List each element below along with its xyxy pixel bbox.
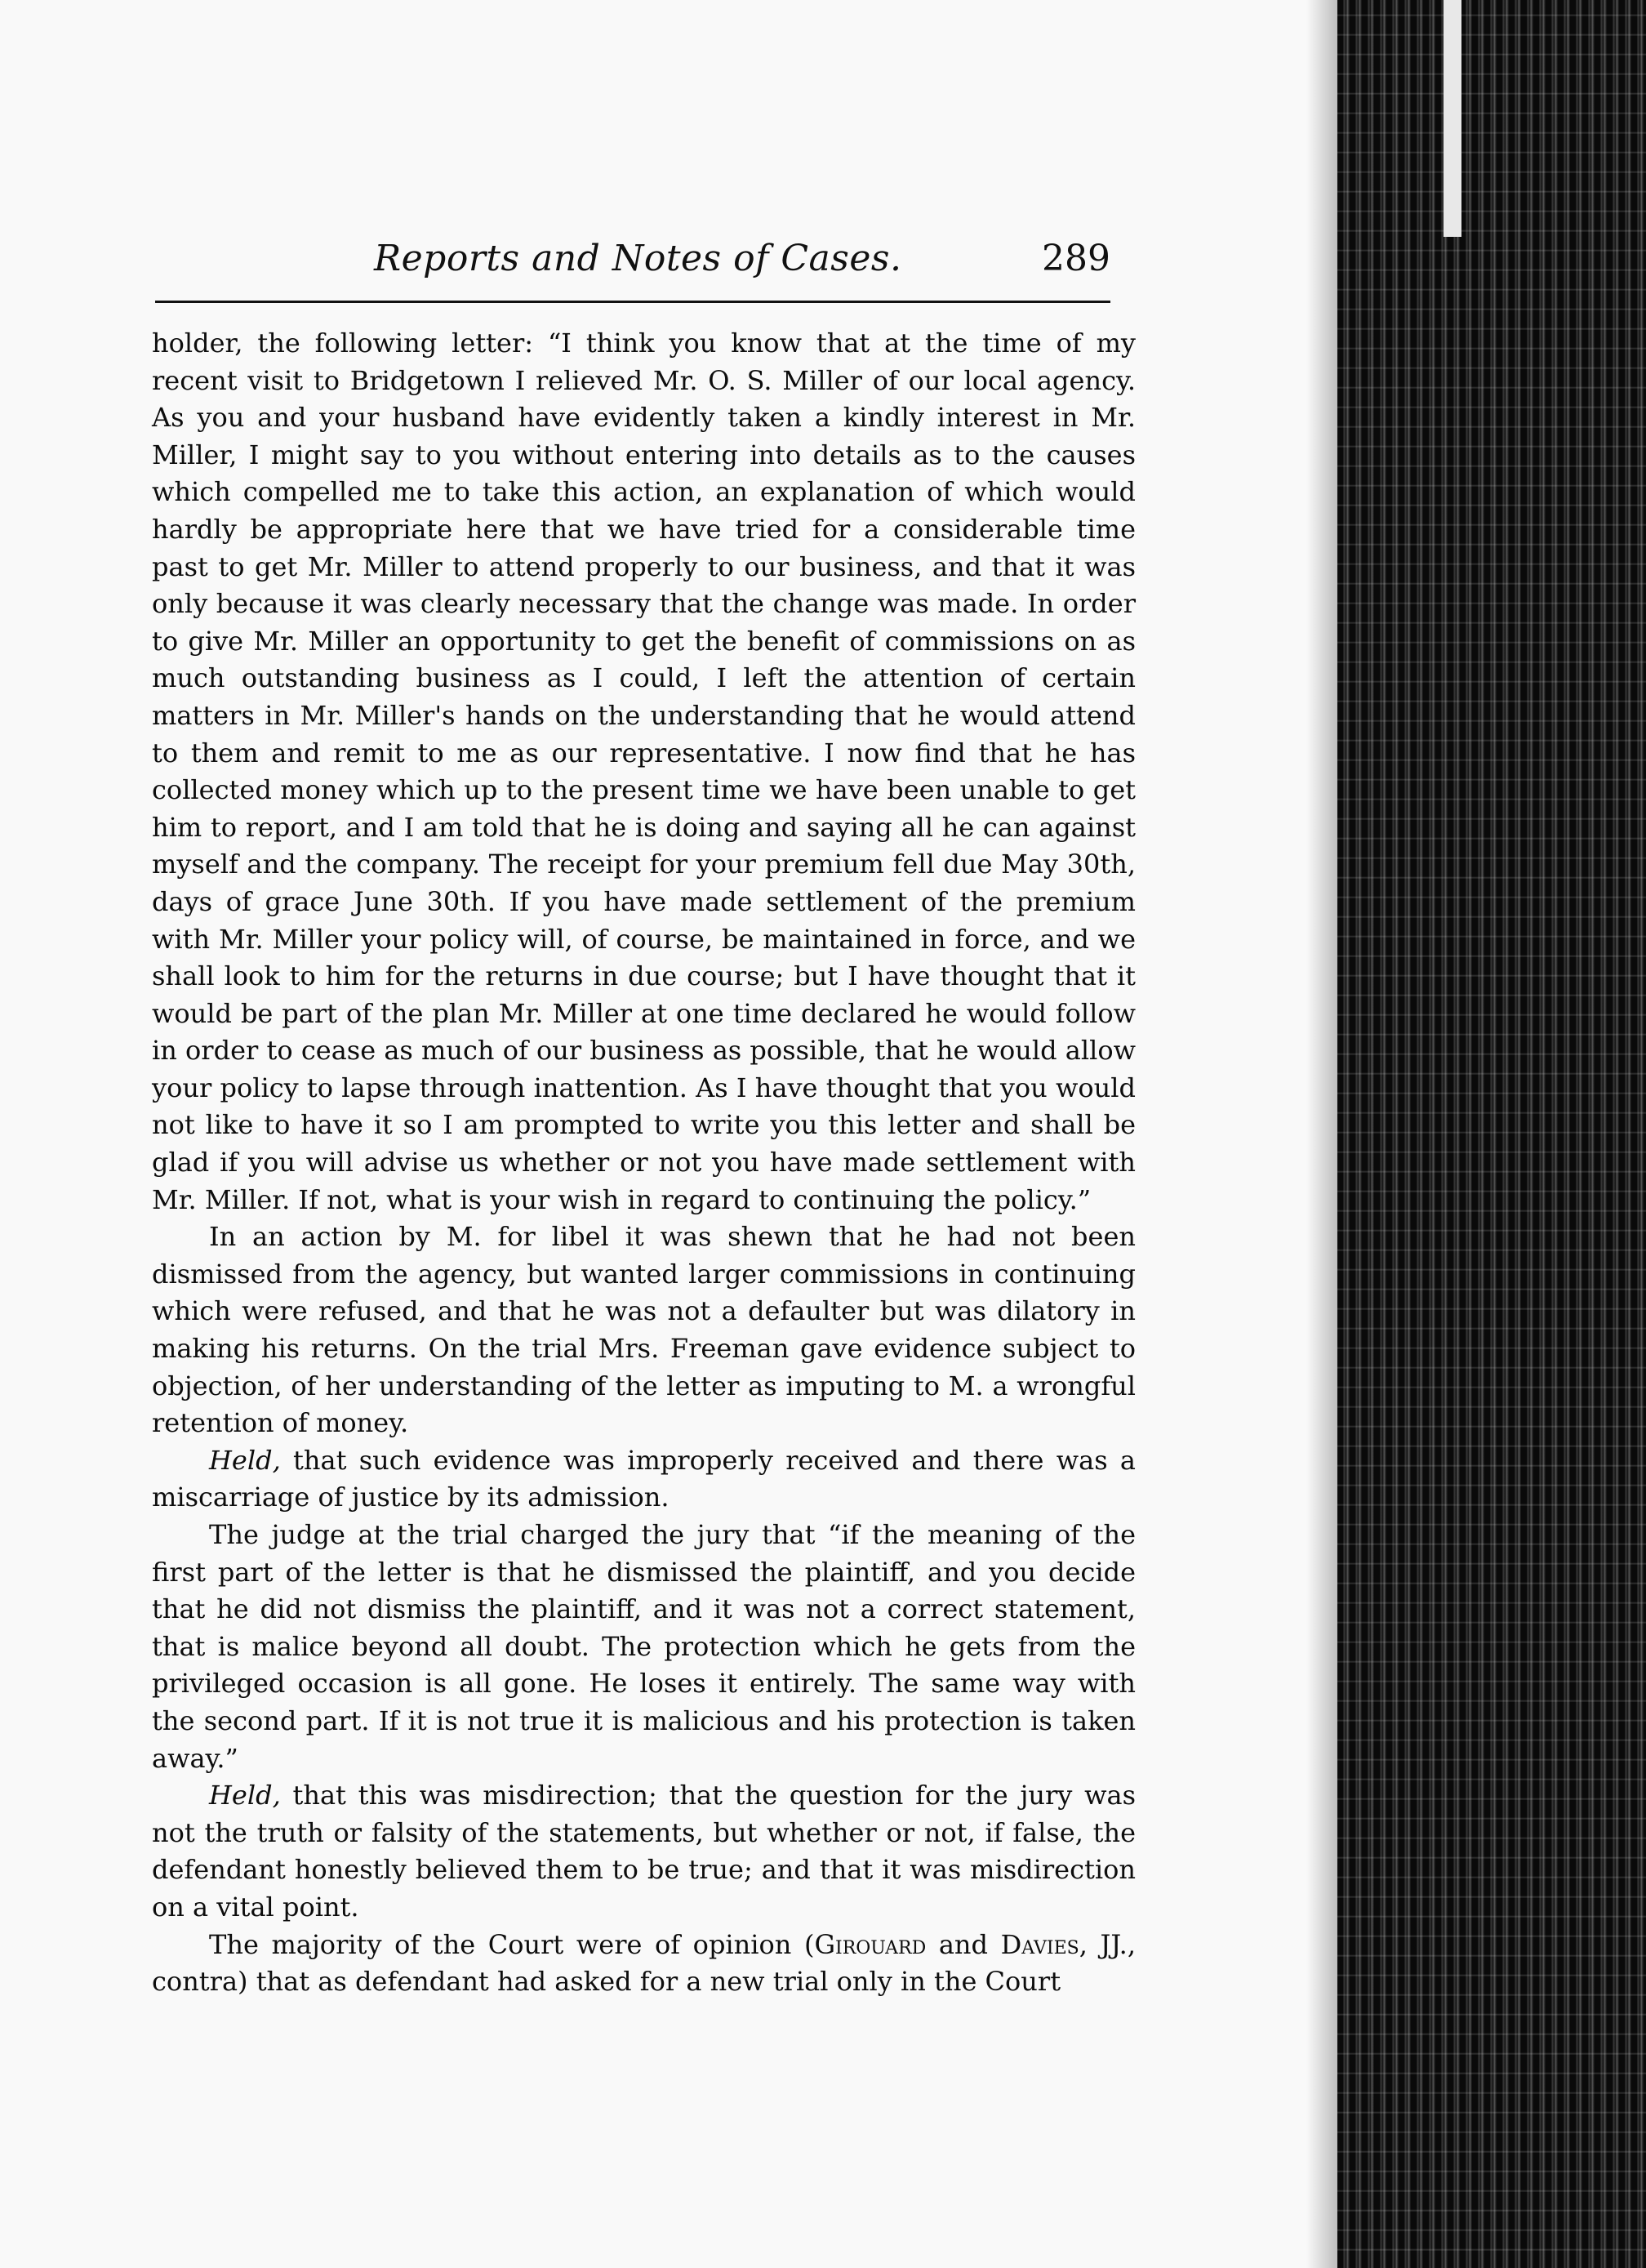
paragraph-majority [152, 1927, 1136, 2001]
running-header [155, 233, 1110, 290]
book-edge-highlight [1444, 0, 1461, 237]
judge-name-davies: Davies [1000, 1928, 1079, 1960]
header-rule [155, 301, 1110, 303]
held-text: that this was misdirection; that the question for the jury was not the truth or falsity of the statements, but whether or not, if false, the defendant honestly believed them to be true; and that it was misdirection on a vital point. [152, 1780, 1136, 1923]
majority-text-a: The majority of the Court were of opinion ( [209, 1928, 815, 1960]
page-number: 289 [1042, 238, 1110, 279]
judge-name-girouard: Girouard [814, 1928, 927, 1960]
paragraph-action: In an action by M. for libel it was shewn that he had not been dismissed from the agency, but wanted larger commissions in continuing which were refused, and that he was not a defaulter but was dilatory in making his returns. On the trial Mrs. Freeman gave evidence subject to objection, of her understanding of the letter as imputing to M. a wrongful retention of money. [152, 1221, 1136, 1439]
held-label: Held, [209, 1444, 281, 1476]
paragraph-held-misdirection [152, 1777, 1136, 1926]
book-edge [1337, 0, 1646, 2268]
paragraph-held-evidence [152, 1442, 1136, 1517]
majority-text-b: and [926, 1928, 1001, 1960]
held-label: Held, [209, 1780, 281, 1811]
paragraph-jury-charge: The judge at the trial charged the jury that “if the meaning of the first part of the letter is that he dismissed the plaintiff, and you decide that he did not dismiss the plaintiff, and it was not a correct statement, that is malice beyond all doubt. The protection which he gets from the privileged occasion is all gone. He loses it entirely. The same way with the second part. If it is not true it is malicious and his protection is taken away.” [152, 1519, 1136, 1774]
body-text [152, 325, 1136, 2001]
page-gutter-shadow [1306, 0, 1339, 2268]
held-text: that such evidence was improperly received and there was a miscarriage of justice by its admission. [152, 1444, 1136, 1513]
running-title: Reports and Notes of Cases. [374, 238, 902, 279]
paragraph-letter: holder, the following letter: “I think you know that at the time of my recent visit to Bridgetown I relieved Mr. O. S. Miller of our local agency. As you and your husband have evidently taken a kindly interest in Mr. Miller, I might say to you without entering into details as to the causes which compelled me to take this action, an explanation of which would hardly be appropriate here that we have tried for a considerable time past to get Mr. Miller to attend properly to our business, and that it was only because it was clearly necessary that the change was made. In order to give Mr. Miller an opportunity to get the benefit of commissions on as much outstanding business as I could, I left the attention of certain matters in Mr. Miller's hands on the understanding that he would attend to them and remit to me as our representative. I now find that he has collected money which up to the present time we have been unable to get him to report, and I am told that he is doing and saying all he can against myself and the company. The receipt for your premium fell due May 30th, days of grace June 30th. If you have made settlement of the premium with Mr. Miller your policy will, of course, be maintained in force, and we shall look to him for the returns in due course; but I have thought that it would be part of the plan Mr. Miller at one time declared he would follow in order to cease as much of our business as possible, that he would allow your policy to lapse through inattention. As I have thought that you would not like to have it so I am prompted to write you this letter and shall be glad if you will advise us whether or not you have made settlement with Mr. Miller. If not, what is your wish in regard to continuing the policy.” [152, 328, 1136, 1215]
majority-text-c: , JJ., contra) that as defendant had asked for a new trial only in the Court [152, 1928, 1137, 1998]
